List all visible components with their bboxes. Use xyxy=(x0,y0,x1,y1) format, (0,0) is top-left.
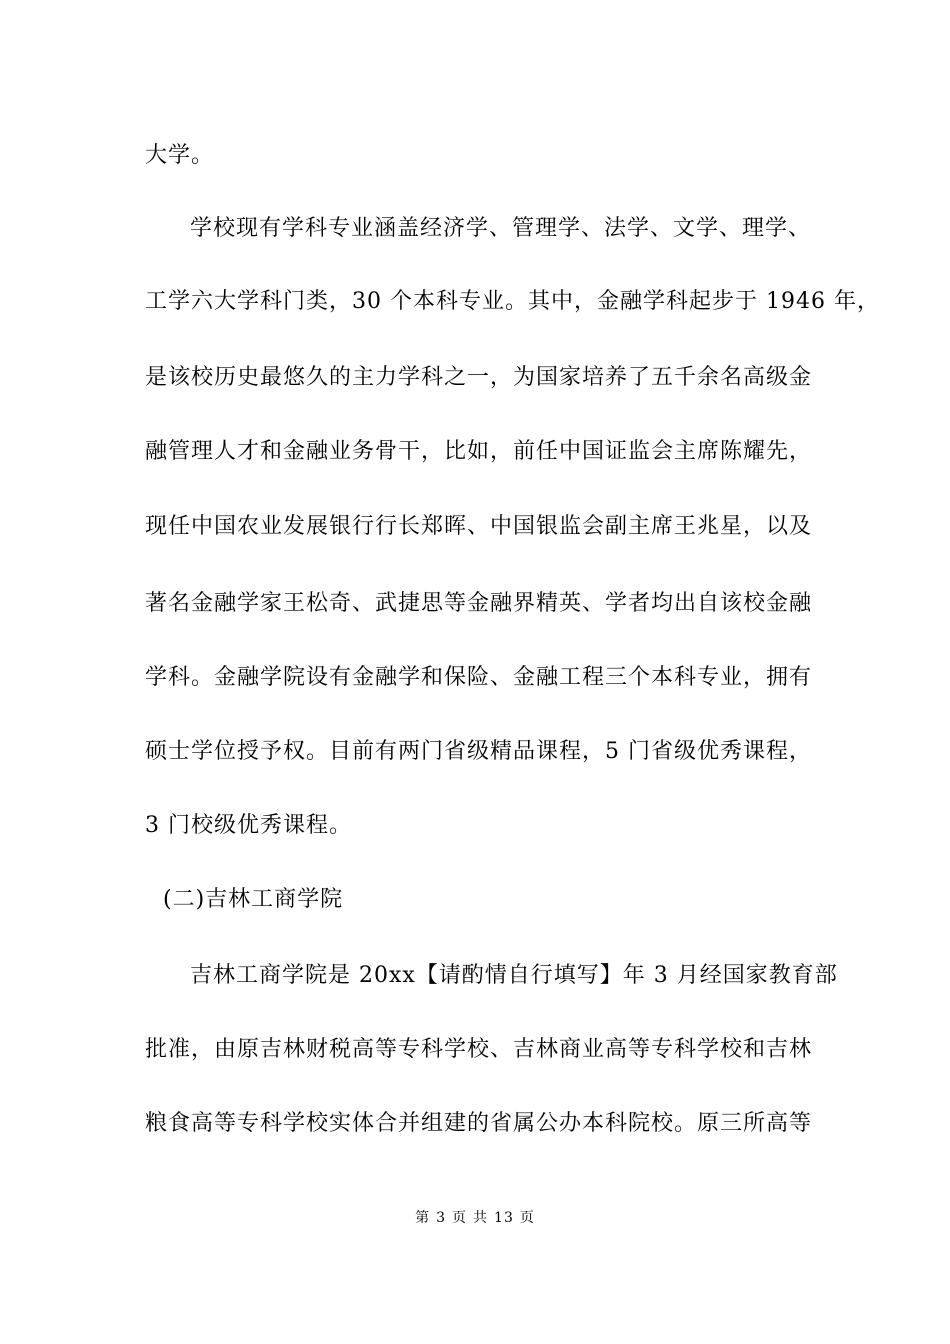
footer-total-word: 共 xyxy=(473,1210,489,1226)
footer-prefix: 第 xyxy=(415,1210,431,1226)
text-line: 融管理人才和金融业务骨干，比如，前任中国证监会主席陈耀先， xyxy=(145,439,813,464)
text-line: 粮食高等专科学校实体合并组建的省属公办本科院校。原三所高等 xyxy=(145,1111,813,1136)
text-line: 硕士学位授予权。目前有两门省级精品课程，5 门省级优秀课程， xyxy=(145,739,812,764)
text-line: 3 门校级优秀课程。 xyxy=(145,813,352,838)
paragraph-start: 学校现有学科专业涵盖经济学、管理学、法学、文学、理学、 xyxy=(190,216,812,241)
text-line: 工学六大学科门类，30 个本科专业。其中，金融学科起步于 1946 年， xyxy=(145,289,880,314)
text-line: 是该校历史最悠久的主力学科之一，为国家培养了五千余名高级金 xyxy=(145,365,813,390)
text-line: 批准，由原吉林财税高等专科学校、吉林商业高等专科学校和吉林 xyxy=(145,1037,813,1062)
page-footer xyxy=(0,1209,950,1227)
text-line: 学科。金融学院设有金融学和保险、金融工程三个本科专业，拥有 xyxy=(145,665,813,690)
footer-page-number: 3 xyxy=(436,1210,447,1226)
text-line: 大学。 xyxy=(145,143,215,168)
footer-total-pages: 13 xyxy=(494,1210,514,1226)
section-heading: (二)吉林工商学院 xyxy=(163,887,344,912)
paragraph-start: 吉林工商学院是 20xx【请酌情自行填写】年 3 月经国家教育部 xyxy=(190,963,838,988)
footer-page-word: 页 xyxy=(452,1210,468,1226)
text-line: 著名金融学家王松奇、武捷思等金融界精英、学者均出自该校金融 xyxy=(145,591,813,616)
text-line: 现任中国农业发展银行行长郑晖、中国银监会副主席王兆星，以及 xyxy=(145,514,813,539)
footer-suffix: 页 xyxy=(519,1210,535,1226)
